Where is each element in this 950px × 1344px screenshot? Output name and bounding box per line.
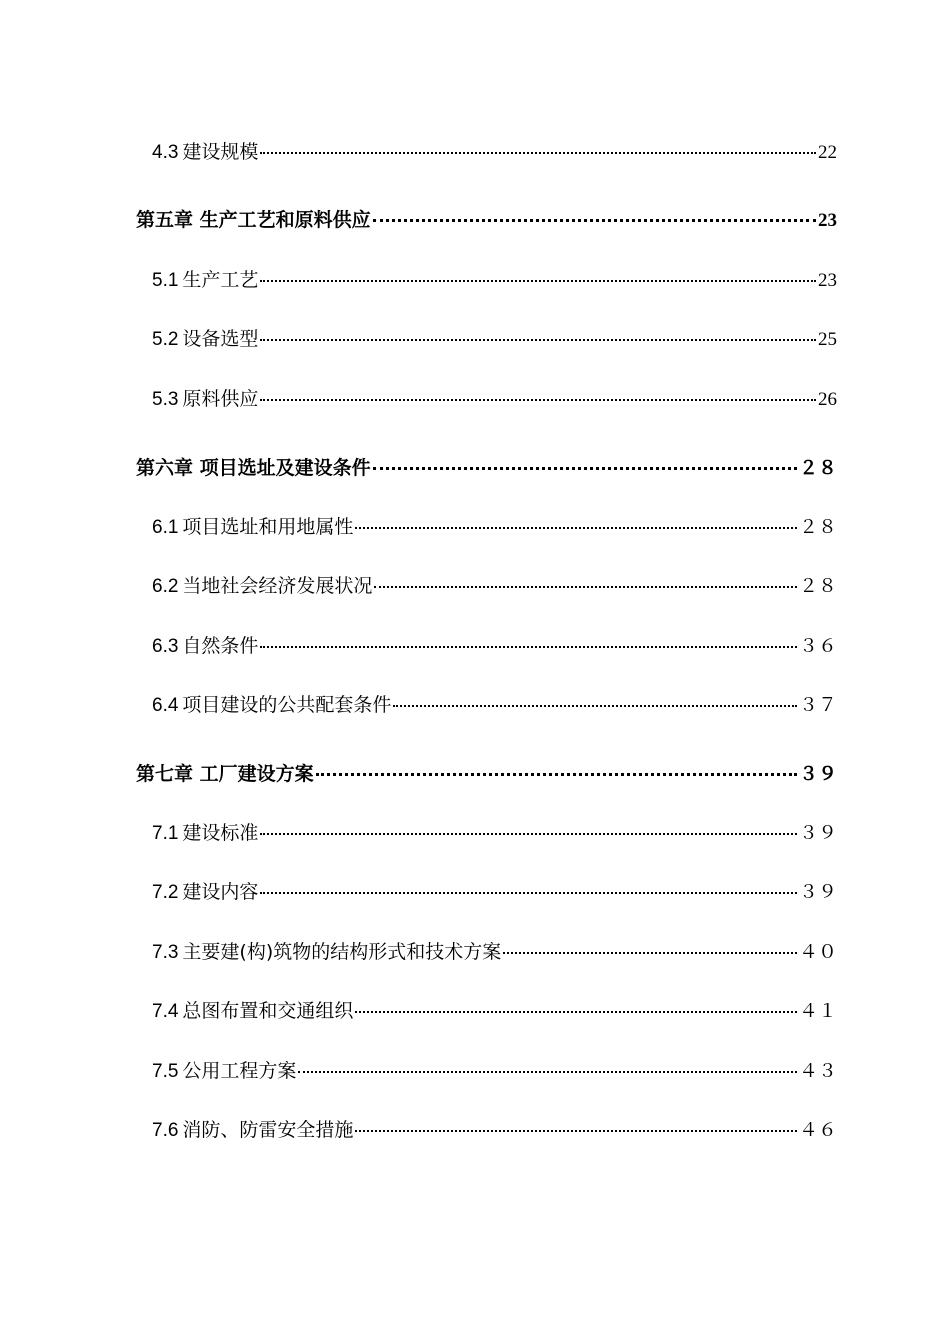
toc-entry-page: ４６ <box>798 1120 837 1141</box>
toc-entry-title: 自然条件 <box>182 635 259 657</box>
toc-entry-page: ４３ <box>798 1061 837 1082</box>
toc-entry-6-2[interactable] <box>152 574 837 598</box>
toc-entry-7-6[interactable] <box>152 1118 837 1142</box>
toc-leader-dots <box>260 646 797 648</box>
toc-entry-title: 当地社会经济发展状况 <box>182 575 373 597</box>
toc-entry-page: ２８ <box>798 576 837 597</box>
toc-leader-dots <box>260 892 797 894</box>
toc-entry-number: 7.4 <box>152 1001 179 1022</box>
toc-leader-dots <box>260 833 797 835</box>
toc-entry-page: ４１ <box>798 1001 837 1022</box>
toc-chapter-7[interactable] <box>136 762 837 786</box>
toc-leader-dots <box>355 1011 797 1013</box>
toc-entry-6-4[interactable] <box>152 693 837 717</box>
toc-entry-page: ３６ <box>798 636 837 657</box>
toc-entry-page: ３９ <box>798 882 837 903</box>
toc-entry-title: 项目建设的公共配套条件 <box>182 694 392 716</box>
toc-entry-title: 消防、防雷安全措施 <box>182 1119 354 1141</box>
toc-leader-dots <box>355 1130 797 1132</box>
toc-chapter-5[interactable] <box>136 208 837 232</box>
toc-leader-dots <box>393 705 797 707</box>
toc-entry-4-3[interactable] <box>152 140 837 164</box>
toc-leader-dots <box>298 1071 797 1073</box>
toc-entry-5-2[interactable] <box>152 327 837 351</box>
toc-entry-title: 设备选型 <box>182 328 259 350</box>
toc-entry-6-3[interactable] <box>152 634 837 658</box>
toc-entry-number: 6.1 <box>152 517 179 538</box>
toc-entry-7-2[interactable] <box>152 880 837 904</box>
toc-entry-5-1[interactable] <box>152 268 837 292</box>
toc-entry-5-3[interactable] <box>152 387 837 411</box>
toc-entry-6-1[interactable] <box>152 515 837 539</box>
toc-chapter-title: 第七章 工厂建设方案 <box>136 763 314 785</box>
toc-entry-page: ２８ <box>798 458 837 479</box>
toc-entry-page: ２８ <box>798 517 837 538</box>
toc-entry-number: 6.4 <box>152 695 179 716</box>
toc-entry-number: 5.2 <box>152 329 179 350</box>
toc-entry-number: 7.1 <box>152 823 179 844</box>
toc-chapter-title: 第五章 生产工艺和原料供应 <box>136 209 371 231</box>
toc-entry-title: 建设规模 <box>182 141 259 163</box>
toc-chapter-6[interactable] <box>136 456 837 480</box>
toc-entry-page: 23 <box>818 210 837 231</box>
toc-entry-7-1[interactable] <box>152 821 837 845</box>
toc-entry-number: 6.3 <box>152 636 179 657</box>
toc-leader-dots <box>503 952 797 954</box>
toc-leader-dots <box>355 527 797 529</box>
toc-entry-page: ３９ <box>798 764 837 785</box>
toc-entry-number: 7.3 <box>152 942 179 963</box>
toc-entry-page: ４０ <box>798 942 837 963</box>
toc-entry-number: 4.3 <box>152 142 179 163</box>
toc-entry-title: 生产工艺 <box>182 269 259 291</box>
toc-leader-dots <box>316 773 797 776</box>
toc-entry-title: 总图布置和交通组织 <box>182 1000 354 1022</box>
toc-leader-dots <box>260 280 816 282</box>
toc-entry-number: 7.5 <box>152 1061 179 1082</box>
toc-leader-dots <box>260 399 816 401</box>
toc-entry-page: ３９ <box>798 823 837 844</box>
toc-entry-number: 5.1 <box>152 270 179 291</box>
toc-chapter-title: 第六章 项目选址及建设条件 <box>136 457 371 479</box>
toc-leader-dots <box>260 339 816 341</box>
toc-entry-title: 建设标准 <box>182 822 259 844</box>
toc-entry-page: ３７ <box>798 695 837 716</box>
toc-entry-page: 26 <box>818 389 837 410</box>
toc-entry-number: 6.2 <box>152 576 179 597</box>
toc-entry-title: 建设内容 <box>182 881 259 903</box>
toc-entry-7-4[interactable] <box>152 999 837 1023</box>
toc-leader-dots <box>373 219 816 222</box>
toc-entry-number: 7.2 <box>152 882 179 903</box>
toc-entry-7-3[interactable] <box>152 940 837 964</box>
toc-entry-number: 7.6 <box>152 1120 179 1141</box>
toc-entry-title: 项目选址和用地属性 <box>182 516 354 538</box>
toc-entry-page: 22 <box>818 142 837 163</box>
toc-leader-dots <box>374 586 797 588</box>
toc-entry-page: 25 <box>818 329 837 350</box>
toc-entry-title: 原料供应 <box>182 388 259 410</box>
toc-leader-dots <box>373 467 797 470</box>
toc-entry-title: 主要建(构)筑物的结构形式和技术方案 <box>182 941 502 963</box>
toc-entry-title: 公用工程方案 <box>182 1060 297 1082</box>
toc-entry-page: 23 <box>818 270 837 291</box>
toc-entry-number: 5.3 <box>152 389 179 410</box>
toc-entry-7-5[interactable] <box>152 1059 837 1083</box>
toc-leader-dots <box>260 152 816 154</box>
